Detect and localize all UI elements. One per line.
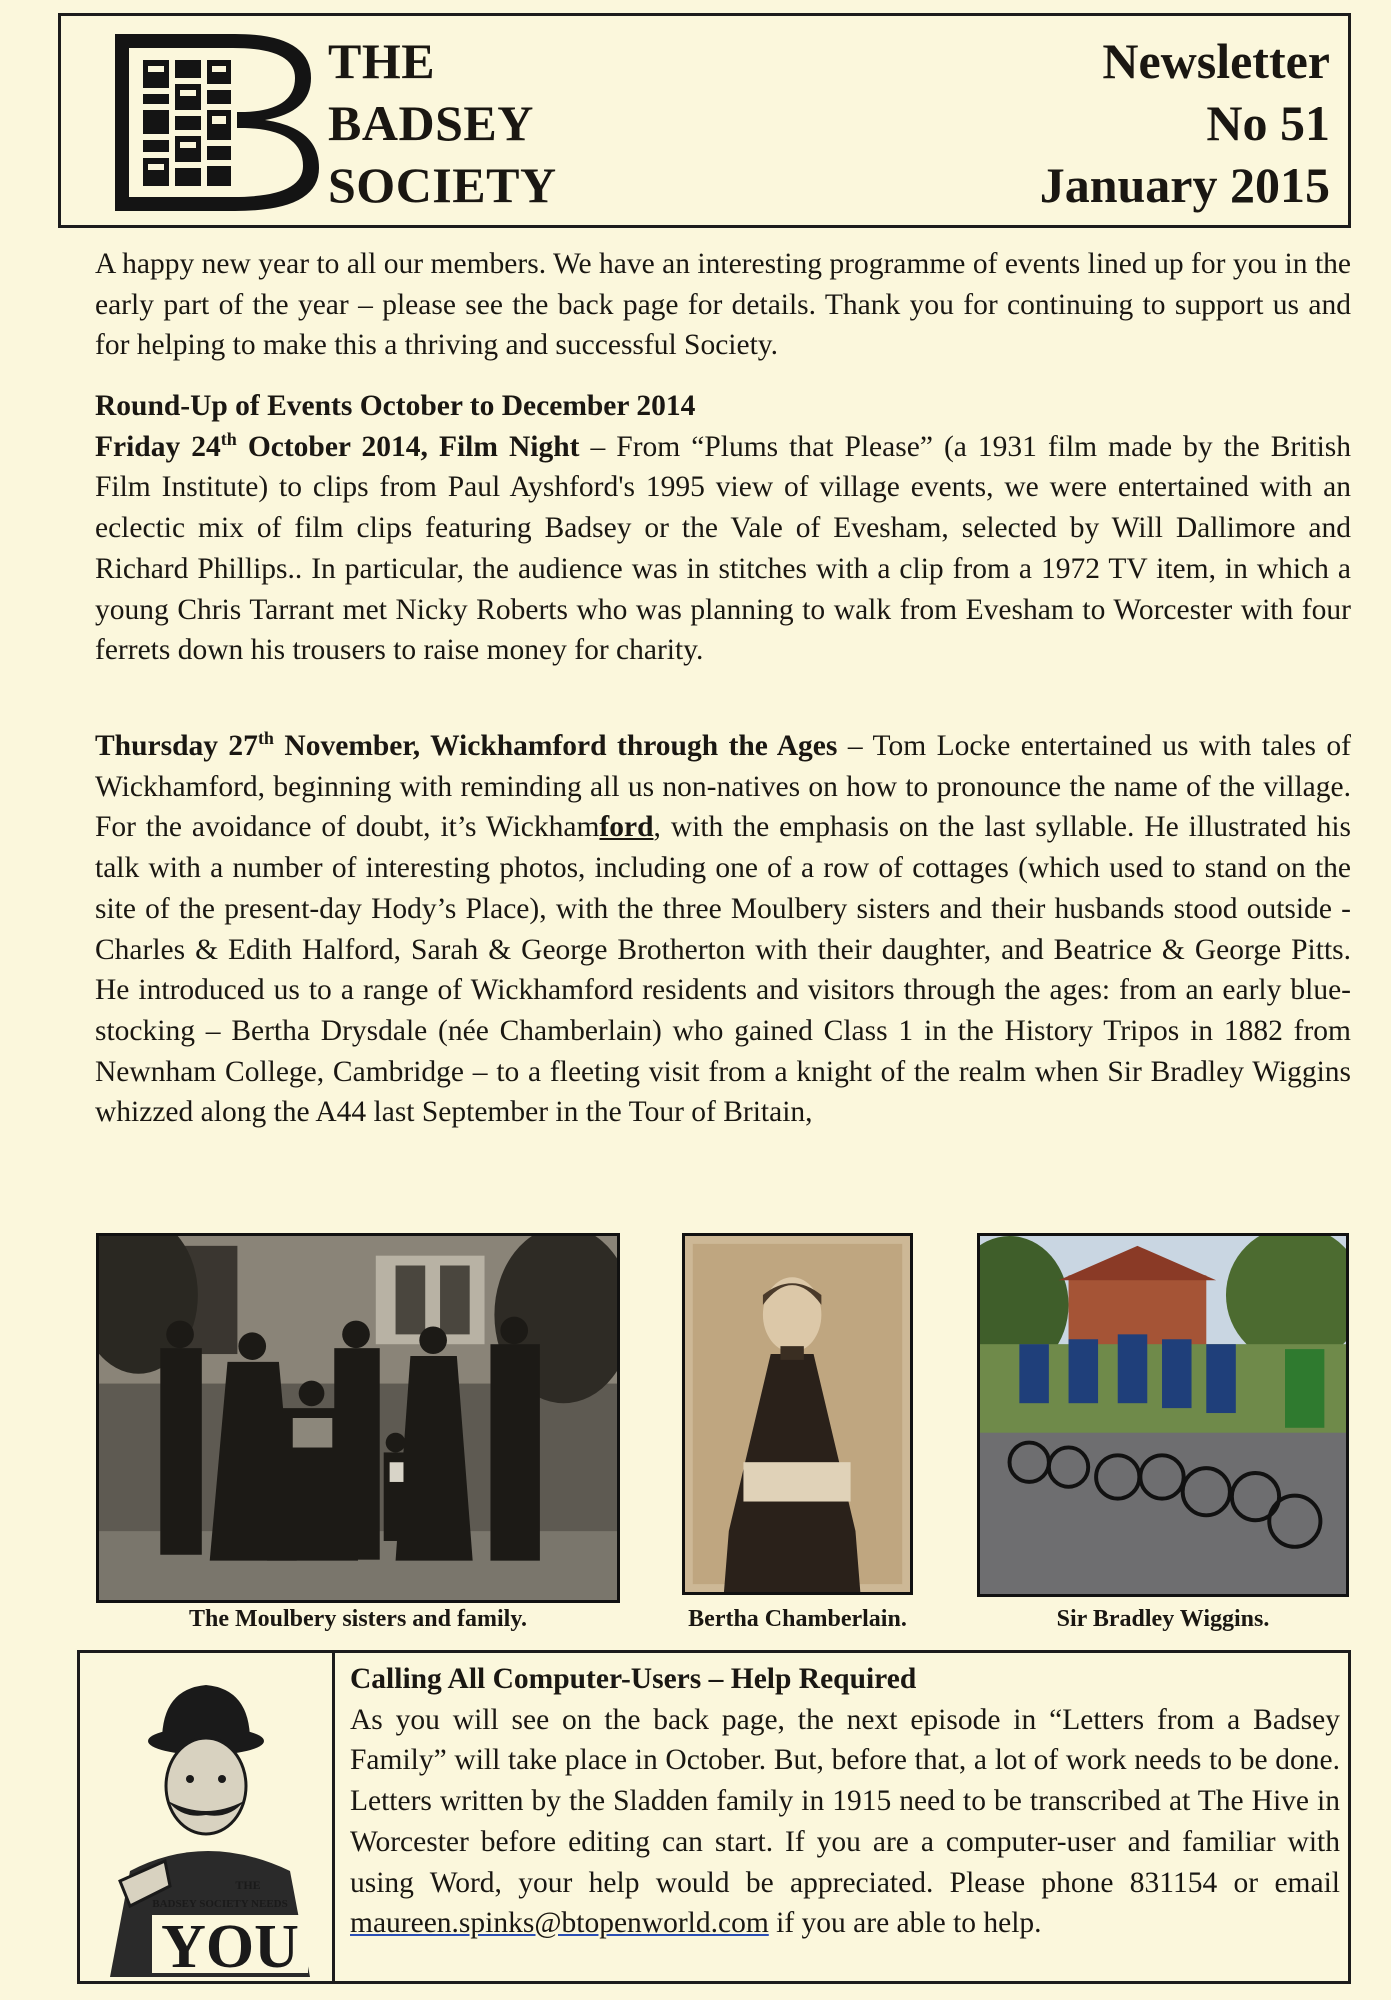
- help-required-box: [77, 1650, 1351, 1984]
- contact-email-link[interactable]: maureen.spinks@btopenworld.com: [350, 1907, 769, 1940]
- intro-text: A happy new year to all our members. We have an interesting programme of events lined up for you in the early part of the year – please see the back page for details. Thank you for continuing to support us and for helping to make this a thriving and successful Society.: [95, 248, 1351, 362]
- event-film-night: [95, 427, 1351, 671]
- masthead: [58, 13, 1351, 228]
- event-film-night-title-post: October 2014, Film Night: [236, 430, 580, 463]
- bertha-caption: Bertha Chamberlain.: [688, 1606, 907, 1632]
- poster-line-3: YOU: [161, 1913, 299, 1977]
- help-required-body-text: As you will see on the back page, the next episode in “Letters from a Badsey Family” will take place in October. But, before that, a lot of work needs to be done. Letters written by the Sladden family in 1915 need to be transcribed at The Hive in Worcester before editing can start. If you are a computer-user and familiar with using Word, your help would be appreciated. Please phone 831154 or email: [350, 1703, 1340, 1899]
- help-required-text: [350, 1659, 1340, 1944]
- society-name-line3: SOCIETY: [328, 157, 557, 213]
- event-film-night-title-pre: Friday 24: [95, 430, 221, 463]
- issue-number: No 51: [1206, 95, 1330, 151]
- event-film-night-title-sup: th: [220, 428, 237, 449]
- help-required-body: [350, 1700, 1340, 1944]
- badsey-society-needs-you-poster: [90, 1671, 322, 1977]
- event-wickhamford: [95, 726, 1351, 1133]
- society-name: [328, 30, 557, 216]
- event-wickhamford-body-b: , with the emphasis on the last syllable. He illustrated his talk with a number of interesting photos, including one of a row of cottages (which used to stand on the site of the present-day Hody’s Place), with the three Moulbery sisters and their husbands stood outside - Charles & Edith Halford, Sarah & George Brotherton with their daughter, and Beatrice & George Pitts. He introduced us to a range of Wickhamford residents and visitors through the ages: from an early blue-stocking – Bertha Drysdale (née Chamberlain) who gained Class 1 in the History Tripos in 1882 from Newnham College, Cambridge – to a fleeting visit from a knight of the realm when Sir Bradley Wiggins whizzed along the A44 last September in the Tour of Britain,: [95, 811, 1351, 1129]
- wiggins-caption: Sir Bradley Wiggins.: [1056, 1606, 1270, 1632]
- bradley-wiggins-photo: [977, 1233, 1349, 1597]
- poster-line-2: BADSEY SOCIETY NEEDS: [152, 1898, 288, 1910]
- event-film-night-body: – From “Plums that Please” (a 1931 film made by the British Film Institute) to clips from Paul Ayshford's 1995 view of village events, we were entertained with an eclectic mix of film clips featuring Badsey or the Vale of Evesham, selected by Will Dallimore and Richard Phillips.. In particular, the audience was in stitches with a clip from a 1972 TV item, in which a young Chris Tarrant met Nicky Roberts who was planning to walk from Evesham to Worcester with four ferrets down his trousers to raise money for charity.: [95, 430, 1352, 667]
- help-required-heading: Calling All Computer-Users – Help Required: [350, 1663, 917, 1695]
- roundup-heading: Round-Up of Events October to December 2014: [95, 390, 696, 422]
- moulbery-family-photo: [96, 1233, 620, 1603]
- event-wickhamford-title-sup: th: [257, 728, 274, 749]
- event-wickhamford-title: [95, 730, 837, 762]
- poster-line-1: THE: [235, 1878, 261, 1892]
- emphasised-syllable: ford: [599, 811, 654, 844]
- badsey-society-logo: [85, 30, 325, 215]
- event-wickhamford-title-pre: Thursday 27: [95, 730, 258, 762]
- event-wickhamford-body-a: – Tom Locke entertained us with tales of Wickhamford, beginning with reminding all us non-natives on how to pronounce the name of the village. For the avoidance of doubt, it’s Wickham: [95, 730, 1351, 844]
- event-wickhamford-title-post: November, Wickhamford through the Ages: [273, 730, 838, 762]
- roundup-section: [95, 386, 1351, 671]
- society-name-line2: BADSEY: [328, 95, 534, 151]
- issue-date: January 2015: [1039, 157, 1330, 213]
- moulbery-caption: The Moulbery sisters and family.: [188, 1606, 527, 1632]
- issue-info: [1040, 30, 1330, 216]
- bertha-chamberlain-photo: [682, 1233, 913, 1595]
- society-name-line1: THE: [328, 33, 436, 89]
- callbox-divider: [332, 1653, 335, 1981]
- intro-paragraph: [95, 244, 1351, 366]
- newsletter-label: Newsletter: [1102, 33, 1330, 89]
- help-required-body-end: if you are able to help.: [768, 1907, 1042, 1940]
- event-film-night-title: [95, 428, 580, 463]
